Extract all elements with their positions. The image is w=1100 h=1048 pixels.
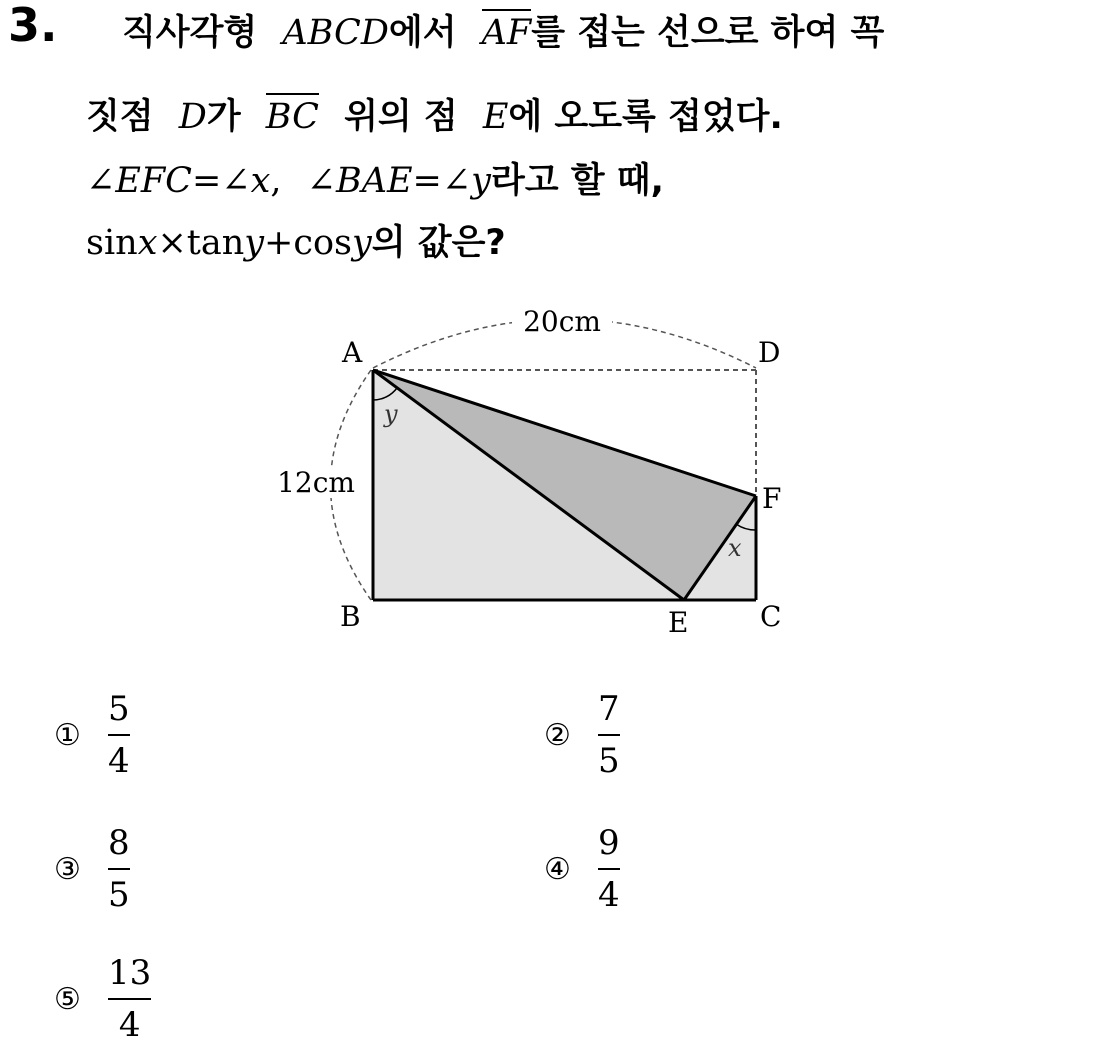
text-folded: 에 오도록 접었다. — [508, 97, 783, 137]
label-vertex-c: C — [760, 600, 782, 633]
label-12cm: 12cm — [277, 466, 355, 499]
var-y: y — [352, 223, 372, 263]
label-angle-y: y — [384, 400, 398, 428]
choice-1[interactable] — [54, 689, 130, 781]
angle-symbol: ∠ — [86, 161, 116, 201]
choice-2-marker: ② — [544, 718, 571, 754]
angle-symbol: ∠ — [441, 161, 472, 201]
math-abcd: ABCD — [282, 13, 389, 53]
choice-2[interactable] — [544, 689, 620, 781]
text-value-question: 의 값은? — [371, 223, 506, 263]
choice-3-marker: ③ — [54, 852, 81, 888]
equals-symbol: = — [191, 161, 222, 201]
times-symbol: × — [157, 223, 187, 263]
choice-4-fraction — [598, 823, 620, 915]
label-vertex-a: A — [342, 336, 363, 369]
math-e: E — [482, 97, 509, 137]
choice-3-fraction — [108, 823, 130, 915]
func-tan: tan — [186, 223, 245, 263]
label-vertex-f: F — [762, 482, 782, 515]
choice-2-fraction — [598, 689, 620, 781]
math-y: y — [471, 161, 491, 201]
choice-5-denominator: 4 — [118, 1004, 141, 1045]
choice-1-fraction — [108, 689, 130, 781]
func-cos: cos — [293, 223, 353, 263]
segment-af: AF — [482, 9, 532, 53]
text-fold-line: 를 접는 선으로 하여 꼭 — [531, 13, 885, 53]
choice-3-denominator: 5 — [108, 874, 130, 915]
question-number: 3. — [8, 0, 58, 52]
var-y: y — [244, 223, 265, 263]
choice-1-denominator: 4 — [108, 740, 130, 781]
choice-5[interactable] — [54, 953, 152, 1045]
math-bae: BAE — [335, 161, 413, 201]
text-rectangle: 직사각형 — [122, 13, 258, 53]
func-sin: sin — [86, 223, 138, 263]
equals-symbol: = — [412, 161, 442, 201]
choice-4-denominator: 4 — [598, 874, 620, 915]
choice-1-numerator: 5 — [108, 689, 130, 729]
choice-3[interactable] — [54, 823, 130, 915]
math-d: D — [178, 97, 207, 137]
choice-5-marker: ⑤ — [54, 982, 81, 1018]
text-eseo: 에서 — [388, 13, 457, 53]
choice-2-denominator: 5 — [598, 740, 620, 781]
angle-symbol: ∠ — [221, 161, 251, 201]
choice-3-numerator: 8 — [108, 823, 130, 863]
math-efc: EFC — [115, 161, 192, 201]
text-ga: 가 — [206, 97, 241, 137]
choice-5-fraction — [108, 953, 152, 1045]
text-when: 라고 할 때, — [490, 161, 664, 201]
math-x: x — [250, 161, 271, 201]
angle-symbol: ∠ — [306, 161, 336, 201]
choice-4[interactable] — [544, 823, 620, 915]
comma: , — [270, 161, 282, 201]
label-20cm: 20cm — [523, 305, 601, 338]
label-vertex-b: B — [340, 600, 361, 633]
choice-4-numerator: 9 — [598, 823, 620, 863]
segment-bc: BC — [266, 93, 319, 137]
label-vertex-e: E — [668, 606, 689, 639]
label-vertex-d: D — [758, 336, 781, 369]
var-x: x — [137, 223, 158, 263]
choice-4-marker: ④ — [544, 852, 571, 888]
text-point-on: 위의 점 — [344, 97, 458, 137]
choice-5-numerator: 13 — [108, 953, 152, 993]
text-vertex: 짓점 — [86, 97, 154, 137]
choice-2-numerator: 7 — [598, 689, 620, 729]
plus-symbol: + — [264, 223, 294, 263]
choice-1-marker: ① — [54, 718, 81, 754]
label-angle-x: x — [728, 534, 742, 562]
